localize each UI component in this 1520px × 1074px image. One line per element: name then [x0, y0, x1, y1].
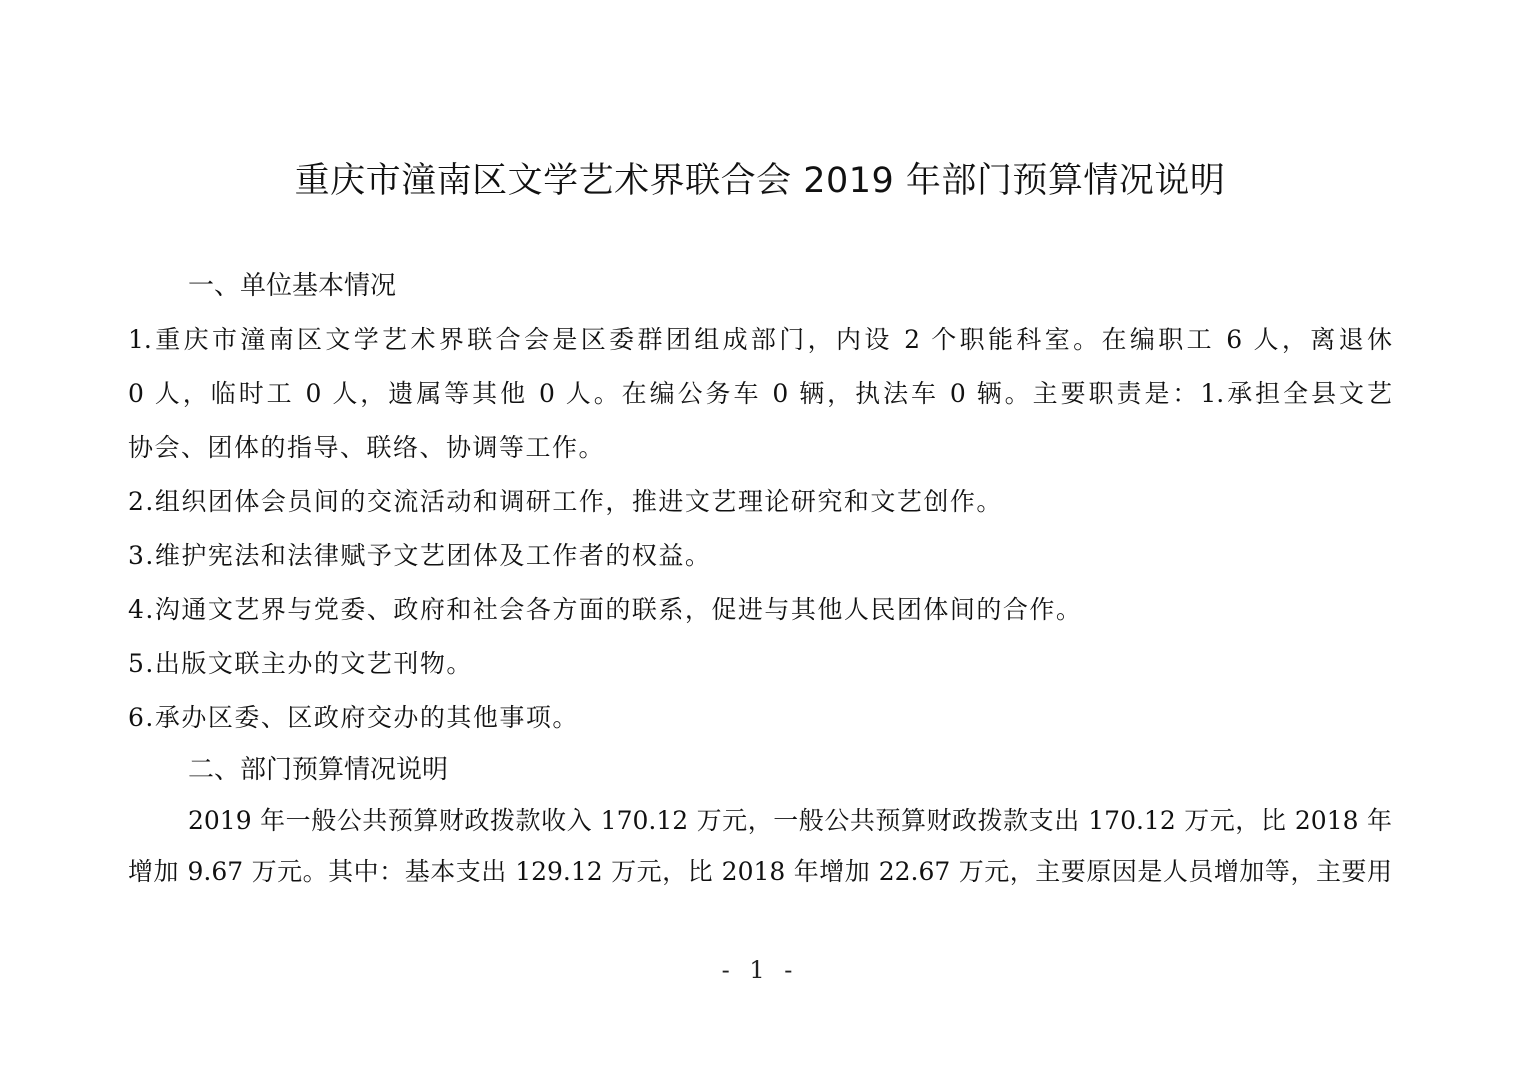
- page-number: - 1 -: [721, 956, 799, 984]
- paragraph-line: 6.承办区委、区政府交办的其他事项。: [128, 703, 579, 732]
- section-heading-budget: 二、部门预算情况说明: [188, 755, 449, 785]
- paragraph-line: 2019 年一般公共预算财政拨款收入 170.12 万元，一般公共预算财政拨款支出 170.12 万元，比 2018 年: [188, 806, 1392, 835]
- page-title: 重庆市潼南区文学艺术界联合会 2019 年部门预算情况说明: [294, 161, 1226, 201]
- paragraph-line: 1.重庆市潼南区文学艺术界联合会是区委群团组成部门，内设 2 个职能科室。在编职工 6 人，离退休: [128, 325, 1392, 354]
- paragraph-line: 3.维护宪法和法律赋予文艺团体及工作者的权益。: [128, 541, 712, 570]
- paragraph-line: 4.沟通文艺界与党委、政府和社会各方面的联系，促进与其他人民团体间的合作。: [128, 595, 1083, 624]
- paragraph-line: 0 人，临时工 0 人，遗属等其他 0 人。在编公务车 0 辆，执法车 0 辆。主要职责是：1.承担全县文艺: [128, 379, 1392, 408]
- paragraph-line: 增加 9.67 万元。其中：基本支出 129.12 万元，比 2018 年增加 22.67 万元，主要原因是人员增加等，主要用: [128, 857, 1392, 886]
- paragraph-line: 协会、团体的指导、联络、协调等工作。: [128, 433, 606, 462]
- section-heading-basic-info: 一、单位基本情况: [188, 271, 397, 301]
- paragraph-line: 2.组织团体会员间的交流活动和调研工作，推进文艺理论研究和文艺创作。: [128, 487, 1003, 516]
- paragraph-line: 5.出版文联主办的文艺刊物。: [128, 649, 473, 678]
